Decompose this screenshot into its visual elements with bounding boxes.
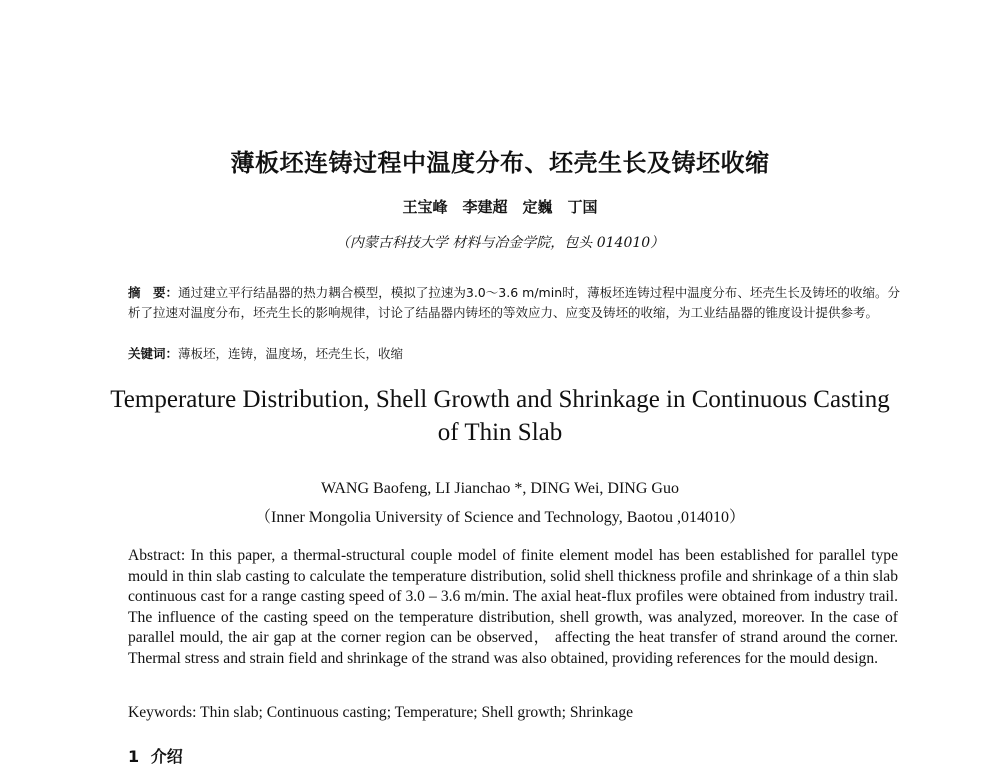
chinese-abstract-text: 通过建立平行结晶器的热力耦合模型，模拟了拉速为3.0～3.6 m/min时，薄板坯连铸过程中温度分布、坯壳生长及铸坯的收缩。分析了拉速对温度分布，坯壳生长的影响规律，讨论了结晶器内铸坯的等效应力、应变及铸坯的收缩，为工业结晶器的锥度设计提供参考。 (128, 285, 900, 320)
chinese-abstract (128, 283, 900, 323)
chinese-authors: 王宝峰 李建超 定巍 丁国 (402, 198, 598, 216)
chinese-keywords-label: 关键词： (128, 346, 179, 361)
section-heading-introduction: 1 介绍 (128, 747, 183, 766)
chinese-title: 薄板坯连铸过程中温度分布、坯壳生长及铸坯收缩 (230, 149, 770, 177)
english-affiliation: （Inner Mongolia University of Science and Technology, Baotou ,014010） (255, 509, 745, 526)
chinese-affiliation: （内蒙古科技大学 材料与冶金学院，包头 014010） (335, 235, 665, 251)
chinese-abstract-label: 摘 要： (128, 285, 179, 300)
english-authors: WANG Baofeng, LI Jianchao *, DING Wei, DING Guo (321, 480, 679, 497)
chinese-keywords (128, 344, 900, 364)
english-keywords: Keywords: Thin slab; Continuous casting; Temperature; Shell growth; Shrinkage (128, 704, 634, 721)
english-abstract: Abstract: In this paper, a thermal-structural couple model of finite element model has been established for parallel type mould in thin slab casting to calculate the temperature distribution, solid shell thickness profile and shrinkage of a thin slab continuous cast for a range casting speed of 3.0 – 3.6 m/min. The axial heat-flux profiles were obtained from industry trail. The influence of the casting speed on the temperature distribution, shell growth, was analyzed, moreover. In the case of parallel mould, the air gap at the corner region can be observed， affecting the heat transfer of strand around the corner. Thermal stress and strain field and shrinkage of the strand was also obtained, providing references for the mould design. (128, 547, 898, 667)
english-title: Temperature Distribution, Shell Growth and Shrinkage in Continuous Casting of Thin Slab (110, 386, 890, 446)
chinese-keywords-text: 薄板坯，连铸，温度场，坯壳生长，收缩 (178, 346, 404, 361)
